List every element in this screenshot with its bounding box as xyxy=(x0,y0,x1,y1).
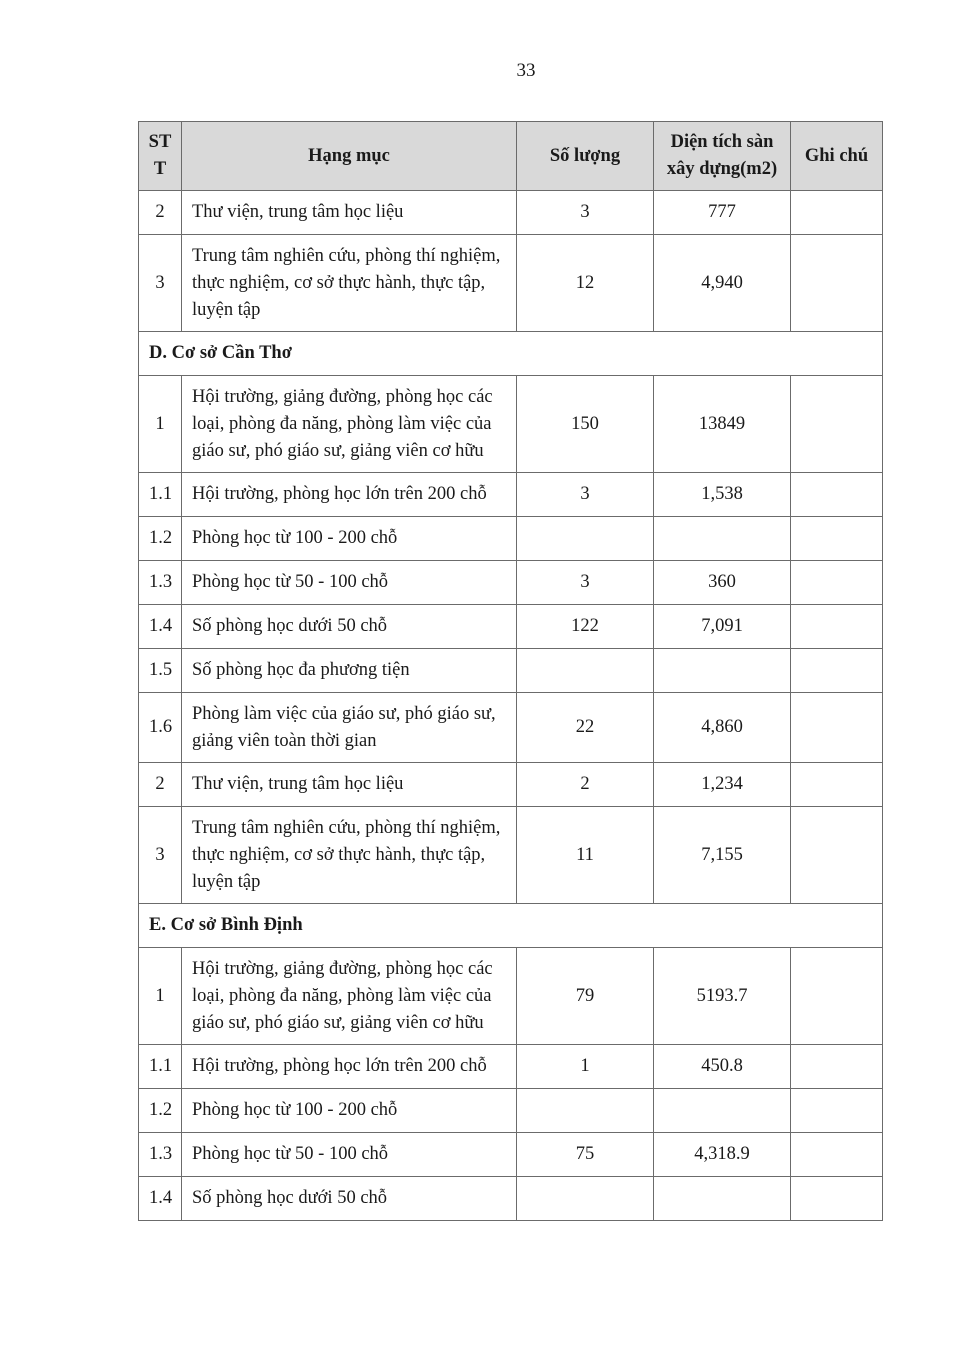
table-row xyxy=(139,376,883,473)
cell-qty: 3 xyxy=(517,473,654,517)
cell-note xyxy=(791,807,883,904)
cell-qty: 11 xyxy=(517,807,654,904)
cell-item: Thư viện, trung tâm học liệu xyxy=(182,763,517,807)
cell-area: 4,940 xyxy=(654,235,791,332)
cell-stt: 2 xyxy=(139,763,182,807)
cell-item: Hội trường, giảng đường, phòng học các loại, phòng đa năng, phòng làm việc của giáo sư, phó giáo sư, giảng viên cơ hữu xyxy=(182,376,517,473)
cell-item: Phòng học từ 50 - 100 chỗ xyxy=(182,561,517,605)
table-row xyxy=(139,807,883,904)
cell-stt: 1.2 xyxy=(139,517,182,561)
table-row xyxy=(139,948,883,1045)
cell-stt: 1.3 xyxy=(139,1133,182,1177)
cell-note xyxy=(791,948,883,1045)
cell-area: 7,091 xyxy=(654,605,791,649)
cell-item: Phòng học từ 100 - 200 chỗ xyxy=(182,1089,517,1133)
header-so-luong: Số lượng xyxy=(517,122,654,191)
cell-area: 360 xyxy=(654,561,791,605)
cell-qty: 79 xyxy=(517,948,654,1045)
table-row xyxy=(139,693,883,763)
section-title-can-tho: D. Cơ sở Cần Thơ xyxy=(139,332,883,376)
cell-qty xyxy=(517,517,654,561)
header-dien-tich: Diện tích sàn xây dựng(m2) xyxy=(654,122,791,191)
cell-area: 7,155 xyxy=(654,807,791,904)
cell-note xyxy=(791,376,883,473)
cell-qty: 3 xyxy=(517,191,654,235)
cell-qty: 75 xyxy=(517,1133,654,1177)
cell-stt: 1.5 xyxy=(139,649,182,693)
cell-qty: 2 xyxy=(517,763,654,807)
cell-qty: 1 xyxy=(517,1045,654,1089)
cell-stt: 1.3 xyxy=(139,561,182,605)
cell-qty: 122 xyxy=(517,605,654,649)
cell-note xyxy=(791,1133,883,1177)
table-row xyxy=(139,517,883,561)
table-row xyxy=(139,473,883,517)
cell-area: 13849 xyxy=(654,376,791,473)
cell-item: Phòng làm việc của giáo sư, phó giáo sư, giảng viên toàn thời gian xyxy=(182,693,517,763)
cell-area xyxy=(654,649,791,693)
cell-stt: 1.1 xyxy=(139,1045,182,1089)
header-hang-muc: Hạng mục xyxy=(182,122,517,191)
cell-stt: 1.6 xyxy=(139,693,182,763)
header-stt: ST T xyxy=(139,122,182,191)
cell-note xyxy=(791,191,883,235)
cell-area: 777 xyxy=(654,191,791,235)
cell-qty: 150 xyxy=(517,376,654,473)
cell-qty xyxy=(517,1089,654,1133)
cell-item: Hội trường, giảng đường, phòng học các loại, phòng đa năng, phòng làm việc của giáo sư, phó giáo sư, giảng viên cơ hữu xyxy=(182,948,517,1045)
cell-qty xyxy=(517,1177,654,1221)
table-row xyxy=(139,763,883,807)
cell-stt: 3 xyxy=(139,807,182,904)
table-row xyxy=(139,191,883,235)
cell-area: 5193.7 xyxy=(654,948,791,1045)
cell-stt: 1.4 xyxy=(139,1177,182,1221)
cell-qty: 12 xyxy=(517,235,654,332)
table-row xyxy=(139,1177,883,1221)
table-row xyxy=(139,561,883,605)
table-row xyxy=(139,1045,883,1089)
table-row xyxy=(139,649,883,693)
cell-area: 4,860 xyxy=(654,693,791,763)
cell-area xyxy=(654,1177,791,1221)
header-ghi-chu: Ghi chú xyxy=(791,122,883,191)
cell-area: 1,234 xyxy=(654,763,791,807)
cell-item: Phòng học từ 50 - 100 chỗ xyxy=(182,1133,517,1177)
cell-note xyxy=(791,605,883,649)
table-row xyxy=(139,235,883,332)
cell-item: Hội trường, phòng học lớn trên 200 chỗ xyxy=(182,1045,517,1089)
cell-area: 450.8 xyxy=(654,1045,791,1089)
table-row xyxy=(139,1133,883,1177)
cell-note xyxy=(791,235,883,332)
cell-note xyxy=(791,561,883,605)
cell-stt: 1.4 xyxy=(139,605,182,649)
cell-area: 1,538 xyxy=(654,473,791,517)
cell-qty: 3 xyxy=(517,561,654,605)
cell-note xyxy=(791,763,883,807)
cell-area xyxy=(654,1089,791,1133)
section-row xyxy=(139,332,883,376)
cell-qty: 22 xyxy=(517,693,654,763)
cell-item: Trung tâm nghiên cứu, phòng thí nghiệm, thực nghiệm, cơ sở thực hành, thực tập, luyện tập xyxy=(182,807,517,904)
cell-item: Phòng học từ 100 - 200 chỗ xyxy=(182,517,517,561)
cell-area: 4,318.9 xyxy=(654,1133,791,1177)
cell-note xyxy=(791,1045,883,1089)
cell-note xyxy=(791,1089,883,1133)
facility-table xyxy=(138,121,883,1221)
table-row xyxy=(139,1089,883,1133)
cell-stt: 1.1 xyxy=(139,473,182,517)
table-row xyxy=(139,605,883,649)
cell-note xyxy=(791,693,883,763)
page-number: 33 xyxy=(516,60,536,81)
section-title-binh-dinh: E. Cơ sở Bình Định xyxy=(139,904,883,948)
cell-stt: 1 xyxy=(139,948,182,1045)
cell-item: Số phòng học dưới 50 chỗ xyxy=(182,605,517,649)
cell-stt: 3 xyxy=(139,235,182,332)
cell-stt: 2 xyxy=(139,191,182,235)
cell-note xyxy=(791,473,883,517)
cell-area xyxy=(654,517,791,561)
cell-item: Số phòng học dưới 50 chỗ xyxy=(182,1177,517,1221)
cell-stt: 1 xyxy=(139,376,182,473)
table-header-row xyxy=(139,122,883,191)
cell-note xyxy=(791,649,883,693)
cell-item: Thư viện, trung tâm học liệu xyxy=(182,191,517,235)
cell-note xyxy=(791,1177,883,1221)
section-row xyxy=(139,904,883,948)
cell-stt: 1.2 xyxy=(139,1089,182,1133)
cell-qty xyxy=(517,649,654,693)
cell-item: Hội trường, phòng học lớn trên 200 chỗ xyxy=(182,473,517,517)
cell-item: Trung tâm nghiên cứu, phòng thí nghiệm, thực nghiệm, cơ sở thực hành, thực tập, luyện tập xyxy=(182,235,517,332)
cell-note xyxy=(791,517,883,561)
cell-item: Số phòng học đa phương tiện xyxy=(182,649,517,693)
